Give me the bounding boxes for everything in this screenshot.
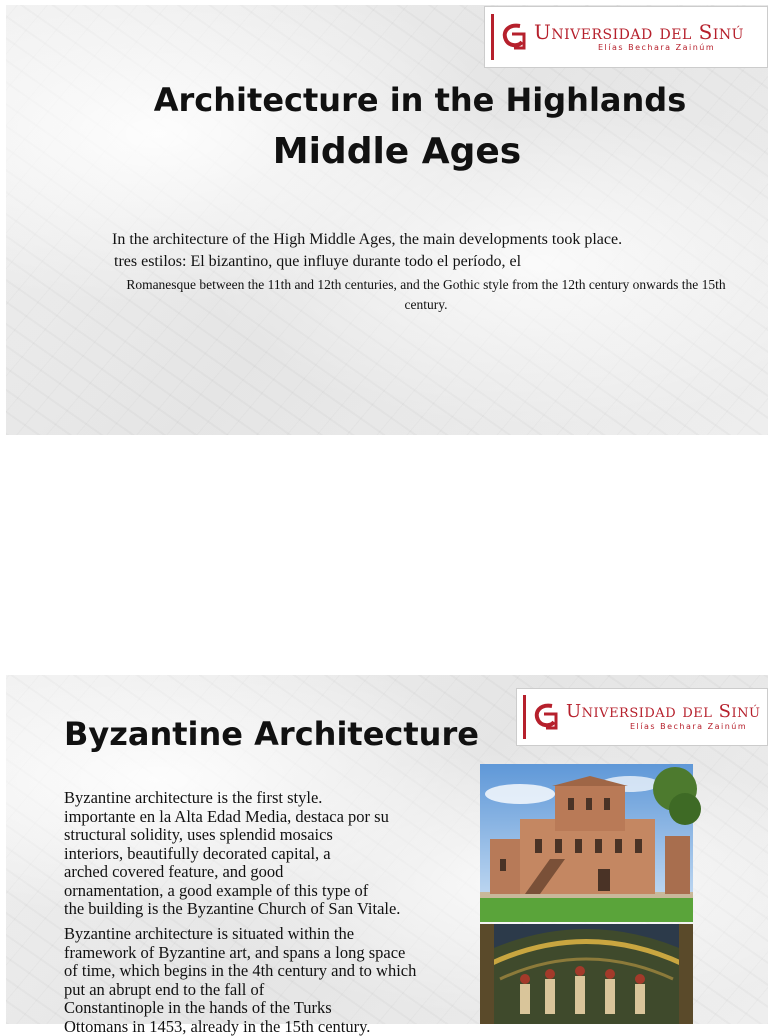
slide-1 <box>6 5 768 435</box>
logo-bar <box>523 695 526 739</box>
logo-subtitle: Elías Bechara Zainúm <box>534 44 744 52</box>
slide-2 <box>6 675 768 1024</box>
slide-1-body-line-2: tres estilos: El bizantino, que influye durante todo el período, el <box>114 253 521 271</box>
paragraph-2-line: framework of Byzantine art, and spans a long space <box>64 944 464 963</box>
slide-1-title-line-1: Architecture in the Highlands <box>6 81 768 119</box>
university-emblem-icon <box>498 20 532 54</box>
slide-1-body-line-1: In the architecture of the High Middle Ages, the main developments took place. <box>112 231 622 249</box>
paragraph-2-line: of time, which begins in the 4th century and to which <box>64 962 464 981</box>
university-logo <box>516 688 768 746</box>
paragraph-1-line: arched covered feature, and good <box>64 863 464 882</box>
paragraph-2-line: Ottomans in 1453, already in the 15th century. <box>64 1018 464 1036</box>
paragraph-1-line: importante en la Alta Edad Media, destaca por su <box>64 808 464 827</box>
church-photo <box>480 764 693 922</box>
paragraph-1 <box>64 789 464 919</box>
paragraph-2-line: Constantinople in the hands of the Turks <box>64 999 464 1018</box>
mosaic-photo-icon <box>480 924 693 1024</box>
church-photo-icon <box>480 764 693 922</box>
slide-1-body-line-3: Romanesque between the 11th and 12th centuries, and the Gothic style from the 12th century onwards the 15th century. <box>106 275 746 315</box>
paragraph-1-line: interiors, beautifully decorated capital, a <box>64 845 464 864</box>
paragraph-1-line: structural solidity, uses splendid mosaics <box>64 826 464 845</box>
logo-name: Universidad del Sinú <box>566 703 760 721</box>
logo-bar <box>491 14 494 61</box>
university-logo <box>484 6 768 68</box>
logo-name: Universidad del Sinú <box>534 22 744 42</box>
paragraph-1-line: ornamentation, a good example of this type of <box>64 882 464 901</box>
paragraph-1-line: Byzantine architecture is the first style. <box>64 789 464 808</box>
paragraph-2-line: put an abrupt end to the fall of <box>64 981 464 1000</box>
slide-1-title-line-2: Middle Ages <box>6 131 768 172</box>
university-emblem-icon <box>530 700 564 734</box>
paragraph-2 <box>64 925 464 1036</box>
logo-subtitle: Elías Bechara Zainúm <box>566 723 760 731</box>
paragraph-1-line: the building is the Byzantine Church of San Vitale. <box>64 900 464 919</box>
mosaic-photo <box>480 924 693 1024</box>
paragraph-2-line: Byzantine architecture is situated within the <box>64 925 464 944</box>
slide-2-title: Byzantine Architecture <box>64 715 479 753</box>
